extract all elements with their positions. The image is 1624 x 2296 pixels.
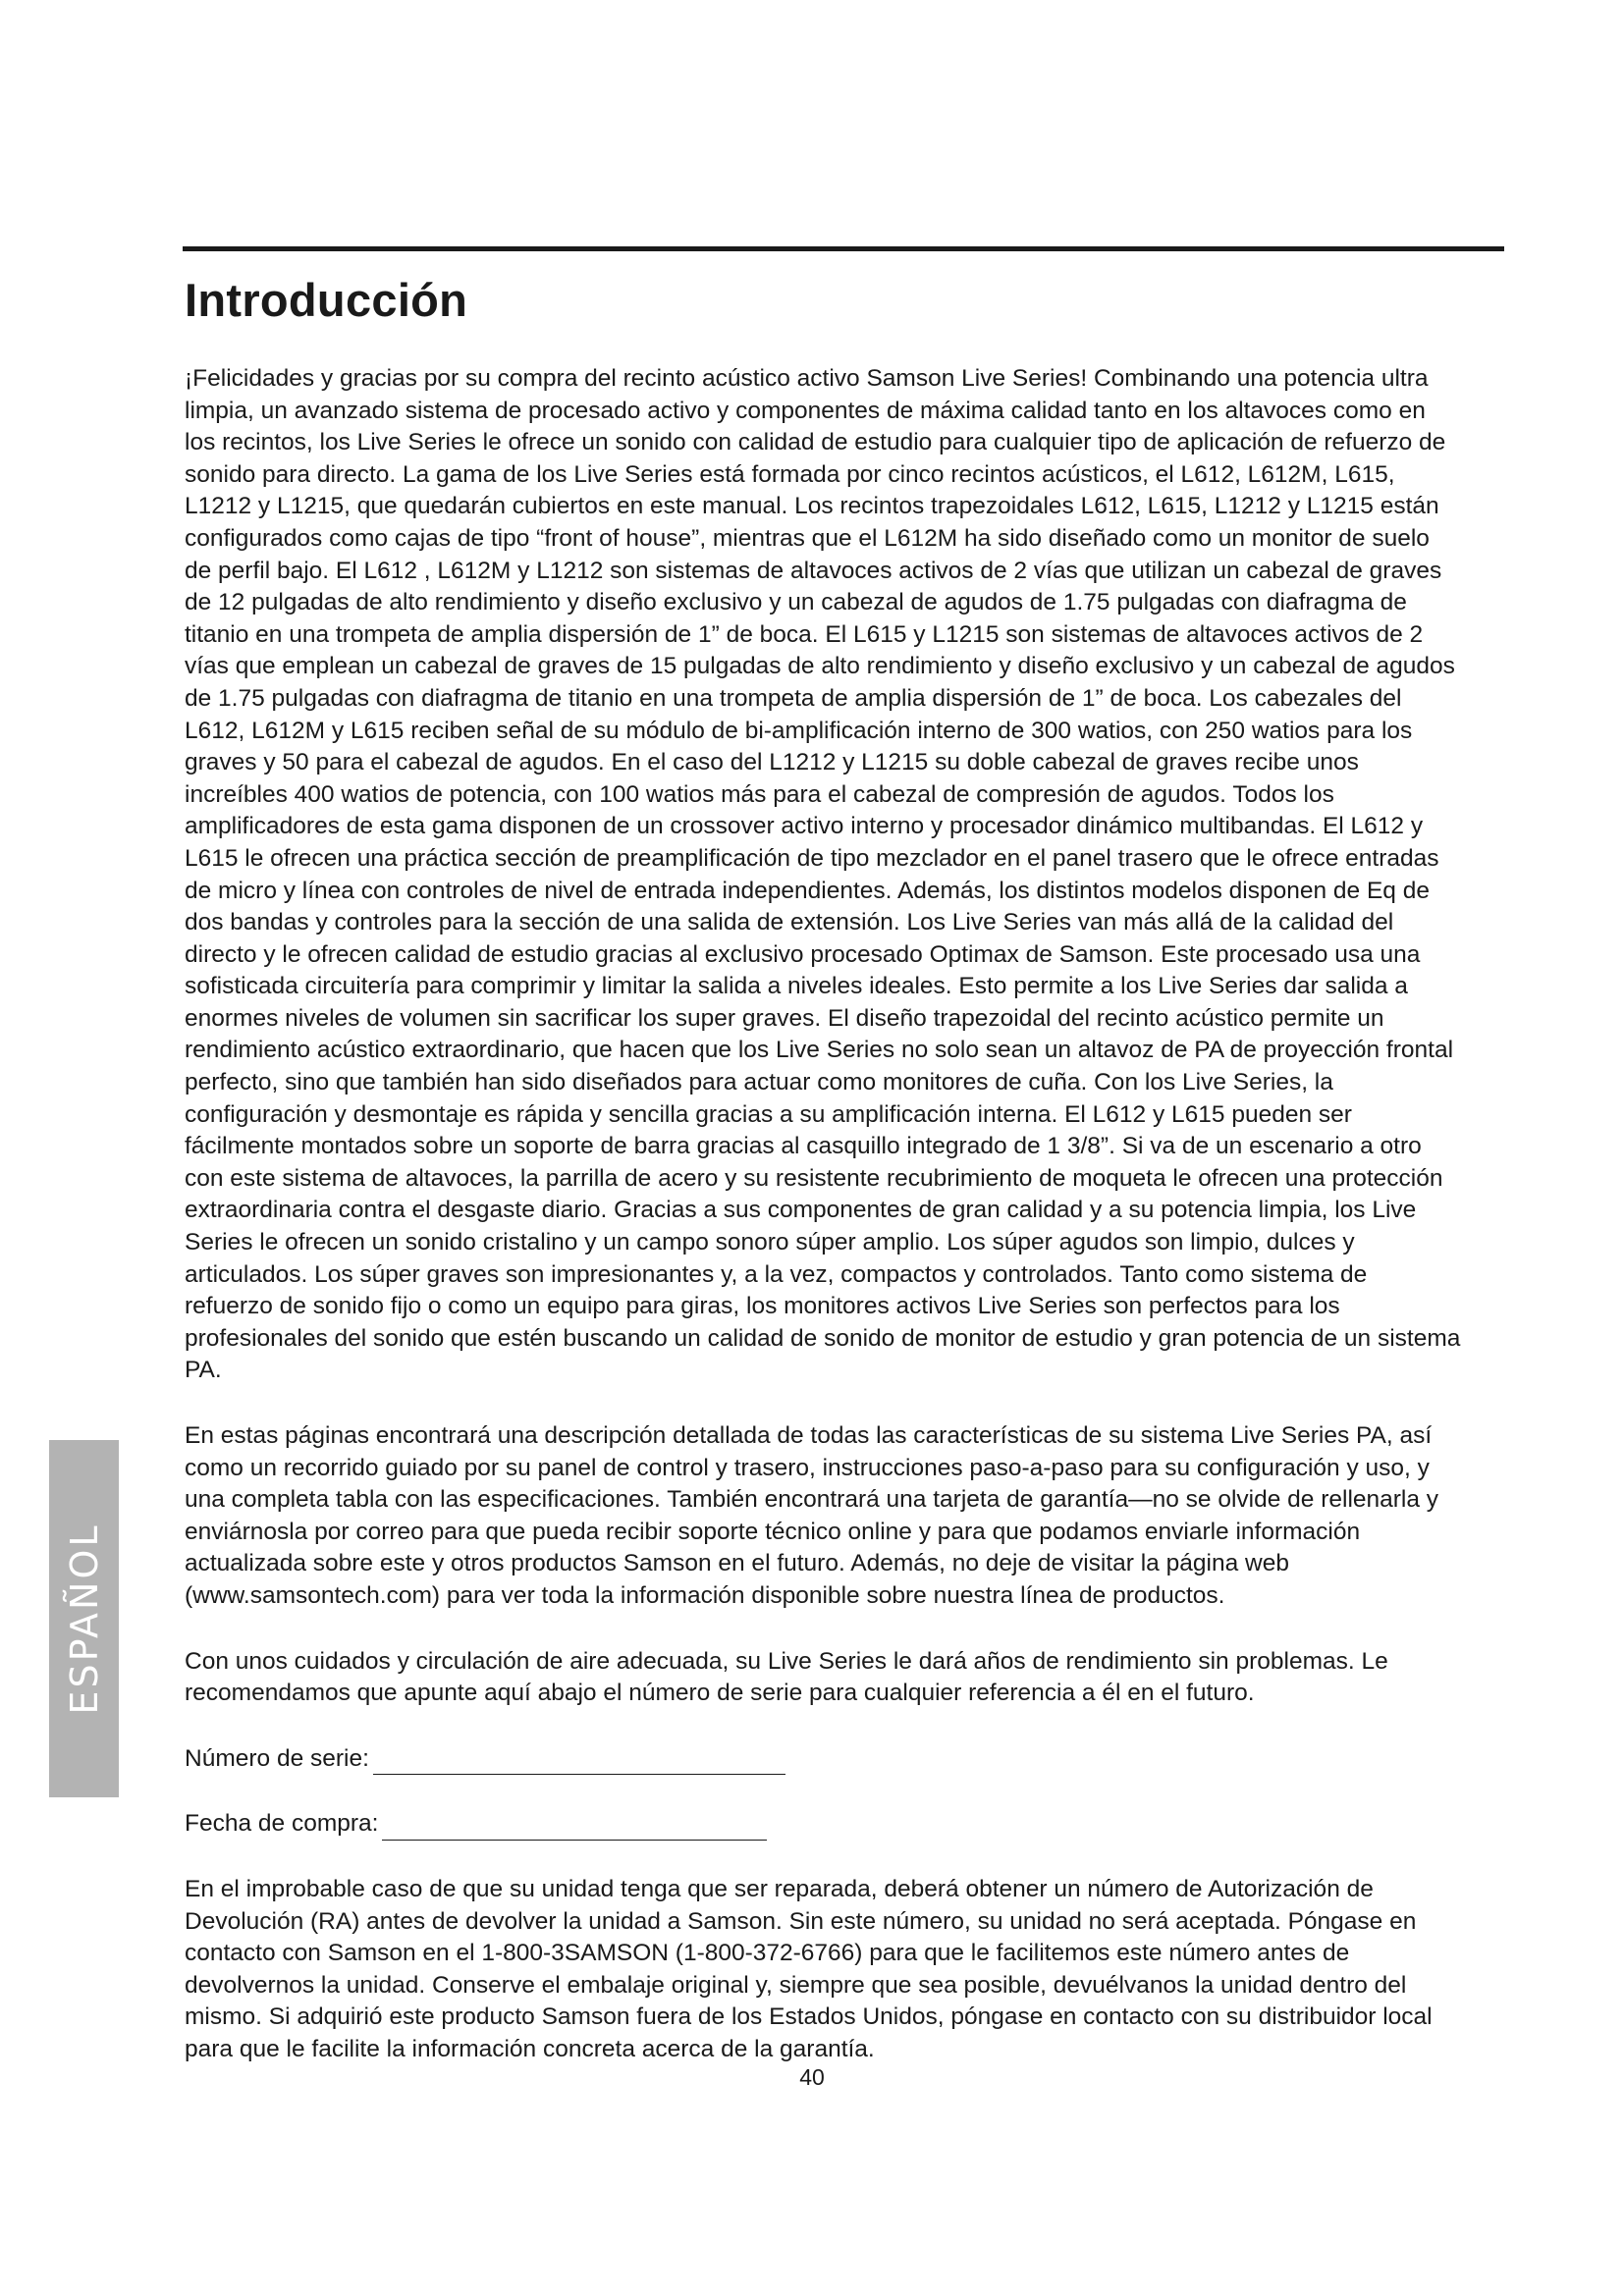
language-side-tab — [49, 1440, 119, 1797]
page-title: Introducción — [185, 274, 468, 326]
serial-number-field — [185, 1743, 1461, 1776]
repair-paragraph: En el improbable caso de que su unidad tenga que ser reparada, deberá obtener un número de Autorización de Devolución (RA) antes de devolver la unidad a Samson. Sin este número, su unidad no será aceptada. Póngase en contacto con Samson en el 1-800-3SAMSON (1-800-372-6766) para que le facilitemos este número antes de devolvernos la unidad. Conserve el embalaje original y, siempre que sea posible, devuélvanos la unidad dentro del mismo. Si adquirió este producto Samson fuera de los Estados Unidos, póngase en contacto con su distribuidor local para que le facilite la información concreta acerca de la garantía. — [185, 1875, 1433, 2062]
purchase-date-label: Fecha de compra: — [185, 1810, 379, 1838]
serial-number-line — [373, 1748, 785, 1775]
manual-overview-paragraph: En estas páginas encontrará una descripción detallada de todas las características de su sistema Live Series PA, así como un recorrido guiado por su panel de control y trasero, instrucciones paso-a-paso para su configuración y uso, y una completa tabla con las especificaciones. También encontrará una tarjeta de garantía—no se olvide de rellenarla y enviárnosla por correo para que pueda recibir soporte técnico online y para que podamos enviarle información actualizada sobre este y otros productos Samson en el futuro. Además, no deje de visitar la página web (www.samsontech.com) para ver toda la información disponible sobre nuestra línea de productos. — [185, 1422, 1439, 1609]
header-rule — [183, 246, 1504, 251]
intro-paragraph: ¡Felicidades y gracias por su compra del recinto acústico activo Samson Live Series! Combinando una potencia ultra limpia, un avanzado sistema de procesado activo y componentes de máxima calidad tanto en los altavoces como en los recintos, los Live Series le ofrece un sonido con calidad de estudio para cualquier tipo de aplicación de refuerzo de sonido para directo. La gama de los Live Series está formada por cinco recintos acústicos, el L612, L612M, L615, L1212 y L1215, que quedarán cubiertos en este manual. Los recintos trapezoidales L612, L615, L1212 y L1215 están configurados como cajas de tipo “front of house”, mientras que el L612M ha sido diseñado como un monitor de suelo de perfil bajo. El L612 , L612M y L1212 son sistemas de altavoces activos de 2 vías que utilizan un cabezal de graves de 12 pulgadas de alto rendimiento y diseño exclusivo y un cabezal de agudos de 1.75 pulgadas con diafragma de titanio en una trompeta de amplia dispersión de 1” de boca. El L615 y L1215 son sistemas de altavoces activos de 2 vías que emplean un cabezal de graves de 15 pulgadas de alto rendimiento y diseño exclusivo y un cabezal de agudos de 1.75 pulgadas con diafragma de titanio en una trompeta de amplia dispersión de 1” de boca. Los cabezales del L612, L612M y L615 reciben señal de su módulo de bi-amplificación interno de 300 watios, con 250 watios para los graves y 50 para el cabezal de agudos. En el caso del L1212 y L1215 su doble cabezal de graves recibe unos increíbles 400 watios de potencia, con 100 watios más para el cabezal de compresión de agudos. Todos los amplificadores de esta gama disponen de un crossover activo interno y procesador dinámico multibandas. El L612 y L615 le ofrecen una práctica sección de preamplificación de tipo mezclador en el panel trasero que le ofrece entradas de micro y línea con controles de nivel de entrada independientes. Además, los distintos modelos disponen de Eq de dos bandas y controles para la sección de una salida de extensión. Los Live Series van más allá de la calidad del directo y le ofrecen calidad de estudio gracias al exclusivo procesado Optimax de Samson. Este procesado usa una sofisticada circuitería para comprimir y limitar la salida a niveles ideales. Esto permite a los Live Series dar salida a enormes niveles de volumen sin sacrificar los super graves. El diseño trapezoidal del recinto acústico permite un rendimiento acústico extraordinario, que hacen que los Live Series no solo sean un altavoz de PA de proyección frontal perfecto, sino que también han sido diseñados para actuar como monitores de cuña. Con los Live Series, la configuración y desmontaje es rápida y sencilla gracias a su amplificación interna. El L612 y L615 pueden ser fácilmente montados sobre un soporte de barra gracias al casquillo integrado de 1 3/8”. Si va de un escenario a otro con este sistema de altavoces, la parrilla de acero y su resistente recubrimiento de moqueta le ofrecen una protección extraordinaria contra el desgaste diario. Gracias a sus componentes de gran calidad y a su potencia limpia, los Live Series le ofrecen un sonido cristalino y un campo sonoro súper amplio. Los súper agudos son limpio, dulces y articulados. Los súper graves son impresionantes y, a la vez, compactos y controlados. Tanto como sistema de refuerzo de sonido fijo o como un equipo para giras, los monitores activos Live Series son perfectos para los profesionales del sonido que estén buscando un calidad de sonido de monitor de estudio y gran potencia de un sistema PA. — [185, 365, 1461, 1384]
purchase-date-field — [185, 1808, 1461, 1841]
main-content — [185, 363, 1461, 2066]
language-label: ESPAÑOL — [62, 1522, 106, 1715]
purchase-date-line — [382, 1814, 767, 1841]
page-number: 40 — [799, 2064, 825, 2090]
care-paragraph: Con unos cuidados y circulación de aire adecuada, su Live Series le dará años de rendimiento sin problemas. Le recomendamos que apunte aquí abajo el número de serie para cualquier referencia a él en el futuro. — [185, 1647, 1388, 1707]
serial-number-label: Número de serie: — [185, 1744, 369, 1772]
